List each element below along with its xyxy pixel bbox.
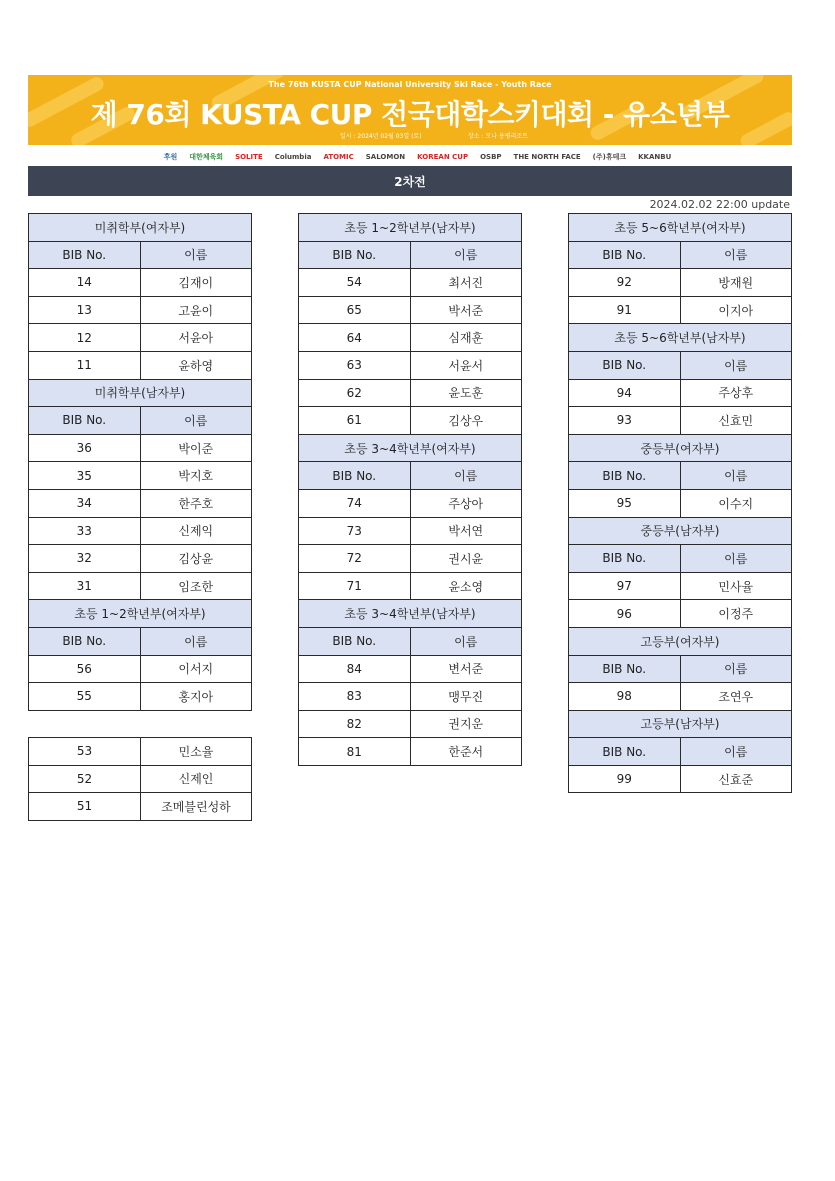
division-title: 중등부(남자부) [569,517,792,545]
table-row [569,379,792,407]
athlete-name: 한준서 [410,738,522,766]
bib-number: 14 [29,269,141,297]
division-title: 중등부(여자부) [569,434,792,462]
event-subtitle-en: The 76th KUSTA CUP National University Ski Race - Youth Race [268,80,552,89]
bib-number: 51 [29,793,141,821]
bib-number: 98 [569,683,681,711]
athlete-name: 윤소영 [410,572,522,600]
table-header-row [569,545,792,573]
table-header-row [299,241,522,269]
division-title-row [569,517,792,545]
athlete-name: 맹무진 [410,683,522,711]
athlete-name: 주상아 [410,489,522,517]
table-header-row [569,655,792,683]
bib-number: 73 [299,517,411,545]
bib-number: 92 [569,269,681,297]
bib-number: 11 [29,351,141,379]
table-row [29,434,252,462]
bib-number: 34 [29,489,141,517]
athlete-name: 이서지 [140,655,252,683]
bib-number: 55 [29,683,141,711]
athlete-name: 김재이 [140,269,252,297]
bib-number: 32 [29,545,141,573]
bib-number: 72 [299,545,411,573]
table-row [29,296,252,324]
sponsor-logo: OSBP [480,153,502,161]
sponsor-logo: THE NORTH FACE [513,153,581,161]
table-row [569,572,792,600]
bib-header: BIB No. [569,241,681,269]
table-row [299,296,522,324]
sponsor-logo: KOREAN CUP [417,153,469,161]
division-title-row [569,627,792,655]
bib-number: 52 [29,765,141,793]
bib-header: BIB No. [569,545,681,573]
athlete-name: 신효준 [680,765,792,793]
bib-table-col1-extra [28,737,252,821]
bib-number: 94 [569,379,681,407]
division-title: 초등 5~6학년부(남자부) [569,324,792,352]
athlete-name: 이수지 [680,489,792,517]
name-header: 이름 [680,351,792,379]
table-row [29,351,252,379]
division-title: 초등 3~4학년부(남자부) [299,600,522,628]
table-row [299,545,522,573]
table-row [299,324,522,352]
table-header-row [29,407,252,435]
division-title: 초등 5~6학년부(여자부) [569,214,792,242]
athlete-name: 임조한 [140,572,252,600]
name-header: 이름 [680,738,792,766]
division-title-row [299,434,522,462]
table-row [299,351,522,379]
bib-number: 33 [29,517,141,545]
bib-number: 65 [299,296,411,324]
division-title-row [569,710,792,738]
table-row [29,683,252,711]
table-header-row [569,738,792,766]
table-row [29,793,252,821]
athlete-name: 권시윤 [410,545,522,573]
table-header-row [569,462,792,490]
athlete-name: 신효민 [680,407,792,435]
bib-header: BIB No. [569,351,681,379]
name-header: 이름 [680,655,792,683]
bib-number: 53 [29,738,141,766]
division-title-row [299,214,522,242]
athlete-name: 서윤아 [140,324,252,352]
athlete-name: 신제인 [141,765,252,793]
bib-number: 95 [569,489,681,517]
division-title: 초등 1~2학년부(여자부) [29,600,252,628]
table-row [29,655,252,683]
bib-header: BIB No. [299,462,411,490]
table-row [569,489,792,517]
bib-number: 71 [299,572,411,600]
division-title: 초등 1~2학년부(남자부) [299,214,522,242]
sponsor-logo: SOLITE [235,153,263,161]
division-title-row [29,600,252,628]
bib-table-col1 [28,213,252,711]
table-header-row [299,627,522,655]
athlete-name: 박서연 [410,517,522,545]
division-title-row [299,600,522,628]
update-timestamp: 2024.02.02 22:00 update [649,198,790,211]
bib-number: 83 [299,683,411,711]
athlete-name: 민사율 [680,572,792,600]
bib-table-col2 [298,213,522,766]
athlete-name: 신제익 [140,517,252,545]
table-row [299,379,522,407]
bib-number: 99 [569,765,681,793]
sponsor-logo: SALOMON [365,153,406,161]
division-title-row [29,214,252,242]
athlete-name: 한주호 [140,489,252,517]
table-row [299,269,522,297]
sponsor-logo: Columbia [274,153,312,161]
athlete-name: 이정주 [680,600,792,628]
name-header: 이름 [680,241,792,269]
division-title: 초등 3~4학년부(여자부) [299,434,522,462]
athlete-name: 윤하영 [140,351,252,379]
athlete-name: 심재훈 [410,324,522,352]
table-row [569,407,792,435]
division-title-row [29,379,252,407]
table-row [299,517,522,545]
table-row [299,572,522,600]
table-row [299,683,522,711]
division-title-row [569,214,792,242]
bib-number: 74 [299,489,411,517]
table-row [569,600,792,628]
sponsor-logo: ATOMIC [323,153,354,161]
table-row [299,489,522,517]
table-row [569,296,792,324]
bib-number: 12 [29,324,141,352]
bib-number: 81 [299,738,411,766]
bib-header: BIB No. [29,407,141,435]
table-row [569,683,792,711]
sponsor-logo: (주)휴테크 [592,153,627,161]
table-row [29,269,252,297]
sponsor-label: 후원 [163,153,178,161]
athlete-name: 서윤서 [410,351,522,379]
athlete-name: 홍지아 [140,683,252,711]
table-row [29,545,252,573]
division-title: 미취학부(여자부) [29,214,252,242]
bib-number: 62 [299,379,411,407]
name-header: 이름 [140,627,252,655]
table-row [29,572,252,600]
bib-number: 82 [299,710,411,738]
athlete-name: 최서진 [410,269,522,297]
bib-number: 96 [569,600,681,628]
table-header-row [29,627,252,655]
sponsor-logo: 대한체육회 [189,153,224,161]
division-title: 고등부(남자부) [569,710,792,738]
table-row [299,738,522,766]
bib-number: 64 [299,324,411,352]
bib-header: BIB No. [569,462,681,490]
athlete-name: 박이준 [140,434,252,462]
name-header: 이름 [140,407,252,435]
athlete-name: 민소율 [141,738,252,766]
bib-number: 56 [29,655,141,683]
bib-number: 31 [29,572,141,600]
name-header: 이름 [410,462,522,490]
bib-number: 91 [569,296,681,324]
table-header-row [569,351,792,379]
table-row [569,269,792,297]
athlete-name: 이지아 [680,296,792,324]
sponsor-strip [0,150,835,164]
bib-header: BIB No. [569,738,681,766]
name-header: 이름 [410,627,522,655]
athlete-name: 변서준 [410,655,522,683]
bib-header: BIB No. [299,241,411,269]
event-banner [28,75,792,145]
bib-number: 84 [299,655,411,683]
table-row [29,324,252,352]
athlete-name: 박지호 [140,462,252,490]
bib-number: 93 [569,407,681,435]
athlete-name: 조연우 [680,683,792,711]
bib-number: 36 [29,434,141,462]
table-header-row [29,241,252,269]
bib-header: BIB No. [569,655,681,683]
bib-number: 61 [299,407,411,435]
bib-header: BIB No. [299,627,411,655]
table-row [299,710,522,738]
division-title-row [569,434,792,462]
bib-header: BIB No. [29,627,141,655]
round-title: 2차전 [28,166,792,196]
bib-number: 13 [29,296,141,324]
bib-number: 63 [299,351,411,379]
bib-number: 35 [29,462,141,490]
name-header: 이름 [680,545,792,573]
name-header: 이름 [410,241,522,269]
division-title: 미취학부(남자부) [29,379,252,407]
table-row [29,765,252,793]
bib-table-col3 [568,213,792,793]
table-row [29,489,252,517]
athlete-name: 권지운 [410,710,522,738]
event-title: 제 76회 KUSTA CUP 전국대학스키대회 - 유소년부 [90,98,730,131]
athlete-name: 고윤이 [140,296,252,324]
athlete-name: 조메블린성하 [141,793,252,821]
table-row [29,462,252,490]
athlete-name: 박서준 [410,296,522,324]
event-date: 일시 : 2024년 02월 03일 (토) [340,133,422,140]
athlete-name: 주상후 [680,379,792,407]
table-header-row [569,241,792,269]
athlete-name: 김상윤 [140,545,252,573]
division-title: 고등부(여자부) [569,627,792,655]
table-header-row [299,462,522,490]
table-row [299,407,522,435]
table-row [29,517,252,545]
bib-number: 97 [569,572,681,600]
table-row [569,765,792,793]
athlete-name: 방재원 [680,269,792,297]
name-header: 이름 [680,462,792,490]
name-header: 이름 [140,241,252,269]
bib-number: 54 [299,269,411,297]
sponsor-logo: KKANBU [638,153,672,161]
division-title-row [569,324,792,352]
event-place: 장소 : 모나 용평리조트 [468,133,528,140]
table-row [29,738,252,766]
athlete-name: 윤도훈 [410,379,522,407]
table-row [299,655,522,683]
bib-header: BIB No. [29,241,141,269]
athlete-name: 김상우 [410,407,522,435]
